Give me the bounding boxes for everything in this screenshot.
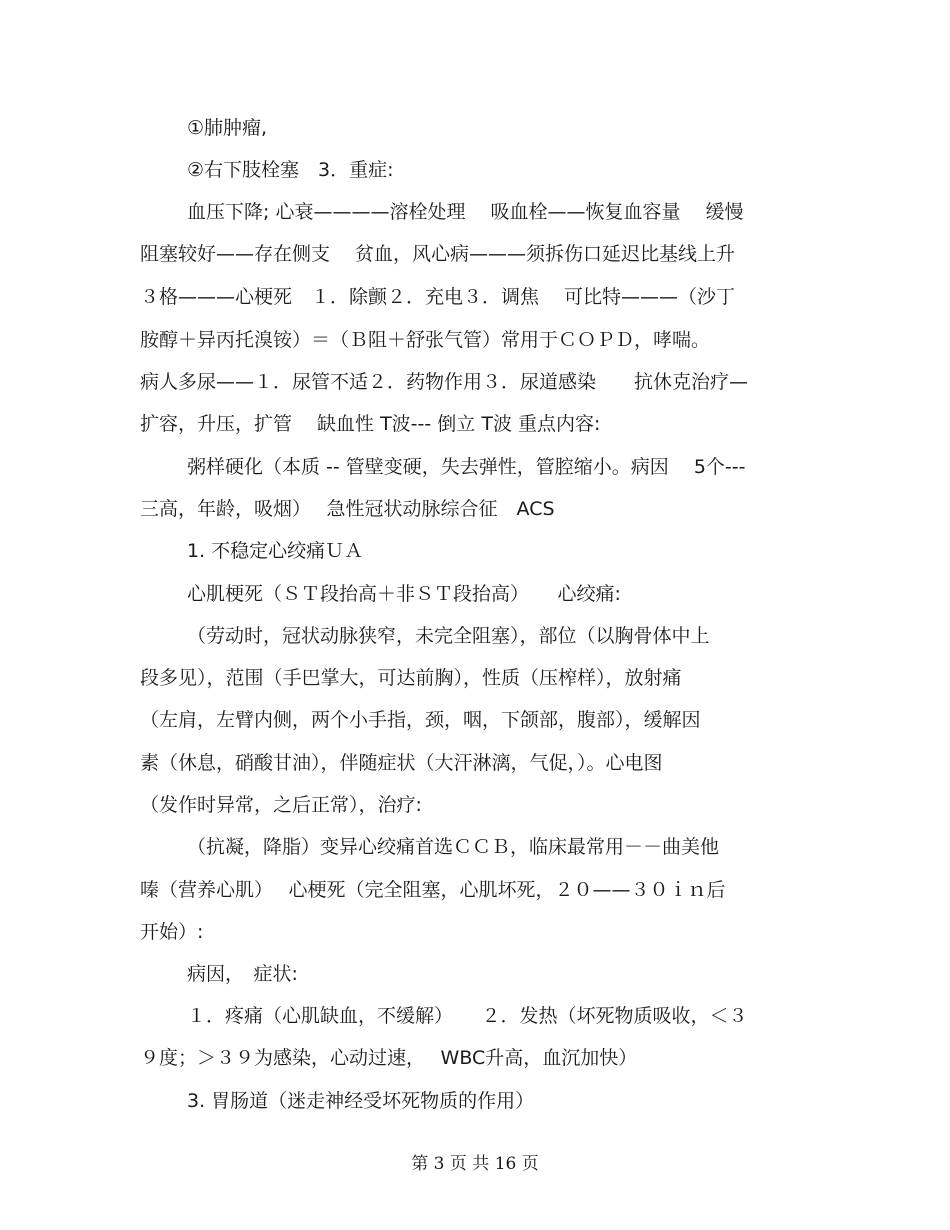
text-line: 素（休息，硝酸甘油），伴随症状（大汗淋漓，气促，）。心电图 bbox=[140, 752, 663, 774]
text-line: 开始）: bbox=[140, 921, 204, 943]
text-line: 胺醇＋异丙托溴铵）＝（Ｂ阻＋舒张气管）常用于ＣＯＰＤ，哮喘。 bbox=[140, 329, 711, 351]
text-line: ３格———心梗死 １．除颤２．充电３．调焦 可比特———（沙丁 bbox=[140, 286, 736, 308]
text-line: 阻塞较好——存在侧支 贫血，风心病———须拆伤口延迟比基线上升 bbox=[140, 243, 736, 265]
text-line: ９度；＞３９为感染，心动过速， WBC升高，血沉加快） bbox=[140, 1047, 638, 1069]
text-line: （发作时异常，之后正常），治疗: bbox=[140, 794, 422, 816]
text-line: 3. 胃肠道（迷走神经受坏死物质的作用） bbox=[187, 1090, 535, 1112]
text-line: 段多见），范围（手巴掌大，可达前胸），性质（压榨样），放射痛 bbox=[140, 667, 682, 689]
text-line: （抗凝，降脂）变异心绞痛首选ＣＣＢ，临床最常用－－曲美他 bbox=[187, 836, 720, 858]
text-line: 三高，年龄，吸烟） 急性冠状动脉综合征 ACS bbox=[140, 498, 555, 520]
text-line: 心肌梗死（ＳＴ段抬高＋非ＳＴ段抬高） 心绞痛: bbox=[187, 583, 621, 605]
text-line: 1. 不稳定心绞痛ＵＡ bbox=[187, 540, 364, 562]
text-line: （劳动时，冠状动脉狭窄，未完全阻塞），部位（以胸骨体中上 bbox=[187, 625, 710, 647]
text-line: 血压下降; 心衰————溶栓处理 吸血栓——恢复血容量 缓慢 bbox=[187, 201, 744, 223]
text-line: 粥样硬化（本质 -- 管壁变硬，失去弹性，管腔缩小。病因 5个--- bbox=[187, 456, 746, 478]
text-line: ②右下肢栓塞 3．重症: bbox=[187, 159, 394, 181]
page-footer: 第 3 页 共 16 页 bbox=[411, 1154, 539, 1174]
text-line: 病因， 症状: bbox=[187, 963, 298, 985]
text-line: 病人多尿——１．尿管不适２．药物作用３．尿道感染 抗休克治疗— bbox=[140, 371, 749, 393]
text-line: 嗪（营养心肌） 心梗死（完全阻塞，心肌坏死，２０——３０ｉｎ后 bbox=[140, 879, 726, 901]
text-line: １．疼痛（心肌缺血，不缓解） ２．发热（坏死物质吸收，＜３ bbox=[187, 1005, 748, 1027]
text-line: （左肩，左臂内侧，两个小手指，颈，咽，下颌部，腹部），缓解因 bbox=[140, 709, 701, 731]
text-line: ①肺肿瘤, bbox=[187, 117, 268, 139]
text-line: 扩容，升压，扩管 缺血性 T波--- 倒立 T波 重点内容: bbox=[140, 413, 601, 435]
